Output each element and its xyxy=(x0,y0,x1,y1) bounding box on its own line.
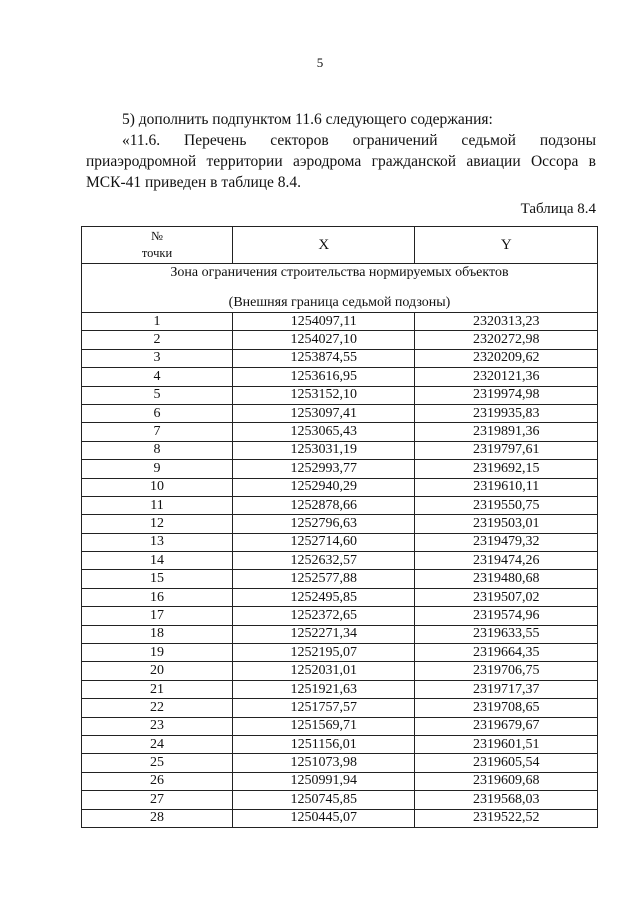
point-number-cell: 25 xyxy=(82,754,233,772)
table-caption: Таблица 8.4 xyxy=(520,201,596,217)
table-header-row xyxy=(82,227,598,264)
y-value-cell: 2319610,11 xyxy=(415,478,598,496)
y-value-cell: 2319706,75 xyxy=(415,662,598,680)
x-value-cell: 1252577,88 xyxy=(233,570,415,588)
y-value-cell: 2319503,01 xyxy=(415,515,598,533)
table-row xyxy=(82,552,598,570)
table-row xyxy=(82,386,598,404)
point-number-cell: 11 xyxy=(82,496,233,514)
table-row xyxy=(82,717,598,735)
subsection-paragraph: «11.6. Перечень секторов ограничений седьмой подзоны приаэродромной территории аэродрома гражданской авиации Оссора в МСК-41 приведен в таблице 8.4. xyxy=(86,132,596,191)
amendment-paragraph: 5) дополнить подпунктом 11.6 следующего содержания: xyxy=(122,111,493,128)
x-value-cell: 1251156,01 xyxy=(233,735,415,753)
point-number-cell: 10 xyxy=(82,478,233,496)
y-value-cell: 2319797,61 xyxy=(415,441,598,459)
table-row xyxy=(82,607,598,625)
y-value-cell: 2320121,36 xyxy=(415,368,598,386)
table-row xyxy=(82,662,598,680)
coordinates-rows xyxy=(82,313,598,828)
table-row xyxy=(82,772,598,790)
x-value-cell: 1253031,19 xyxy=(233,441,415,459)
zone-subtitle: (Внешняя граница седьмой подзоны) xyxy=(228,295,451,310)
table-row xyxy=(82,644,598,662)
x-value-cell: 1250445,07 xyxy=(233,809,415,827)
zone-row xyxy=(82,264,598,313)
point-number-cell: 17 xyxy=(82,607,233,625)
y-value-cell: 2319574,96 xyxy=(415,607,598,625)
point-number-header-line1: № xyxy=(151,229,163,243)
x-value-cell: 1252714,60 xyxy=(233,533,415,551)
point-number-cell: 1 xyxy=(82,313,233,331)
x-value-cell: 1253152,10 xyxy=(233,386,415,404)
y-value-cell: 2320209,62 xyxy=(415,349,598,367)
point-number-cell: 6 xyxy=(82,404,233,422)
table-row xyxy=(82,680,598,698)
y-value-cell: 2319522,52 xyxy=(415,809,598,827)
x-value-cell: 1252993,77 xyxy=(233,460,415,478)
x-value-cell: 1253097,41 xyxy=(233,404,415,422)
point-number-cell: 28 xyxy=(82,809,233,827)
x-value-cell: 1252195,07 xyxy=(233,644,415,662)
x-value-cell: 1253874,55 xyxy=(233,349,415,367)
table-row xyxy=(82,368,598,386)
point-number-header-line2: точки xyxy=(141,246,173,260)
table-row xyxy=(82,588,598,606)
y-value-cell: 2319601,51 xyxy=(415,735,598,753)
y-value-cell: 2319692,15 xyxy=(415,460,598,478)
x-value-cell: 1253616,95 xyxy=(233,368,415,386)
point-number-cell: 3 xyxy=(82,349,233,367)
y-value-cell: 2319664,35 xyxy=(415,644,598,662)
x-value-cell: 1251757,57 xyxy=(233,699,415,717)
point-number-cell: 13 xyxy=(82,533,233,551)
point-number-cell: 26 xyxy=(82,772,233,790)
y-header: Y xyxy=(415,227,598,264)
point-number-cell: 15 xyxy=(82,570,233,588)
y-value-cell: 2319568,03 xyxy=(415,791,598,809)
x-value-cell: 1252878,66 xyxy=(233,496,415,514)
table-row xyxy=(82,625,598,643)
point-number-cell: 9 xyxy=(82,460,233,478)
point-number-cell: 23 xyxy=(82,717,233,735)
y-value-cell: 2319609,68 xyxy=(415,772,598,790)
point-number-cell: 5 xyxy=(82,386,233,404)
table-row xyxy=(82,441,598,459)
x-value-cell: 1252940,29 xyxy=(233,478,415,496)
x-value-cell: 1254027,10 xyxy=(233,331,415,349)
y-value-cell: 2319935,83 xyxy=(415,404,598,422)
coordinates-table xyxy=(81,226,598,828)
table-row xyxy=(82,331,598,349)
table-row xyxy=(82,515,598,533)
table-row xyxy=(82,404,598,422)
table-row xyxy=(82,460,598,478)
y-value-cell: 2319717,37 xyxy=(415,680,598,698)
page-number: 5 xyxy=(316,55,324,70)
table-row xyxy=(82,496,598,514)
point-number-header xyxy=(82,227,233,264)
table-row xyxy=(82,754,598,772)
point-number-cell: 12 xyxy=(82,515,233,533)
table-row xyxy=(82,533,598,551)
x-header: X xyxy=(233,227,415,264)
y-value-cell: 2319679,67 xyxy=(415,717,598,735)
x-value-cell: 1251921,63 xyxy=(233,680,415,698)
point-number-cell: 22 xyxy=(82,699,233,717)
point-number-cell: 2 xyxy=(82,331,233,349)
point-number-cell: 18 xyxy=(82,625,233,643)
table-row xyxy=(82,699,598,717)
point-number-cell: 14 xyxy=(82,552,233,570)
y-value-cell: 2319974,98 xyxy=(415,386,598,404)
table-row xyxy=(82,809,598,827)
point-number-cell: 21 xyxy=(82,680,233,698)
y-value-cell: 2319708,65 xyxy=(415,699,598,717)
table-row xyxy=(82,478,598,496)
x-value-cell: 1250745,85 xyxy=(233,791,415,809)
x-value-cell: 1250991,94 xyxy=(233,772,415,790)
y-value-cell: 2319605,54 xyxy=(415,754,598,772)
zone-title-cell xyxy=(82,264,598,313)
x-value-cell: 1253065,43 xyxy=(233,423,415,441)
point-number-cell: 19 xyxy=(82,644,233,662)
x-value-cell: 1252796,63 xyxy=(233,515,415,533)
x-value-cell: 1252495,85 xyxy=(233,588,415,606)
table-row xyxy=(82,313,598,331)
y-value-cell: 2319480,68 xyxy=(415,570,598,588)
y-value-cell: 2319891,36 xyxy=(415,423,598,441)
point-number-cell: 20 xyxy=(82,662,233,680)
y-value-cell: 2319507,02 xyxy=(415,588,598,606)
x-value-cell: 1251073,98 xyxy=(233,754,415,772)
table-row xyxy=(82,791,598,809)
x-value-cell: 1251569,71 xyxy=(233,717,415,735)
point-number-cell: 8 xyxy=(82,441,233,459)
point-number-cell: 27 xyxy=(82,791,233,809)
zone-title: Зона ограничения строительства нормируемых объектов xyxy=(170,265,509,280)
y-value-cell: 2320272,98 xyxy=(415,331,598,349)
y-value-cell: 2319633,55 xyxy=(415,625,598,643)
y-value-cell: 2319550,75 xyxy=(415,496,598,514)
x-value-cell: 1252632,57 xyxy=(233,552,415,570)
x-value-cell: 1254097,11 xyxy=(233,313,415,331)
point-number-cell: 4 xyxy=(82,368,233,386)
table-row xyxy=(82,349,598,367)
x-value-cell: 1252372,65 xyxy=(233,607,415,625)
point-number-cell: 16 xyxy=(82,588,233,606)
y-value-cell: 2320313,23 xyxy=(415,313,598,331)
point-number-cell: 24 xyxy=(82,735,233,753)
y-value-cell: 2319479,32 xyxy=(415,533,598,551)
y-value-cell: 2319474,26 xyxy=(415,552,598,570)
x-value-cell: 1252031,01 xyxy=(233,662,415,680)
x-value-cell: 1252271,34 xyxy=(233,625,415,643)
table-row xyxy=(82,735,598,753)
table-row xyxy=(82,570,598,588)
point-number-cell: 7 xyxy=(82,423,233,441)
table-row xyxy=(82,423,598,441)
